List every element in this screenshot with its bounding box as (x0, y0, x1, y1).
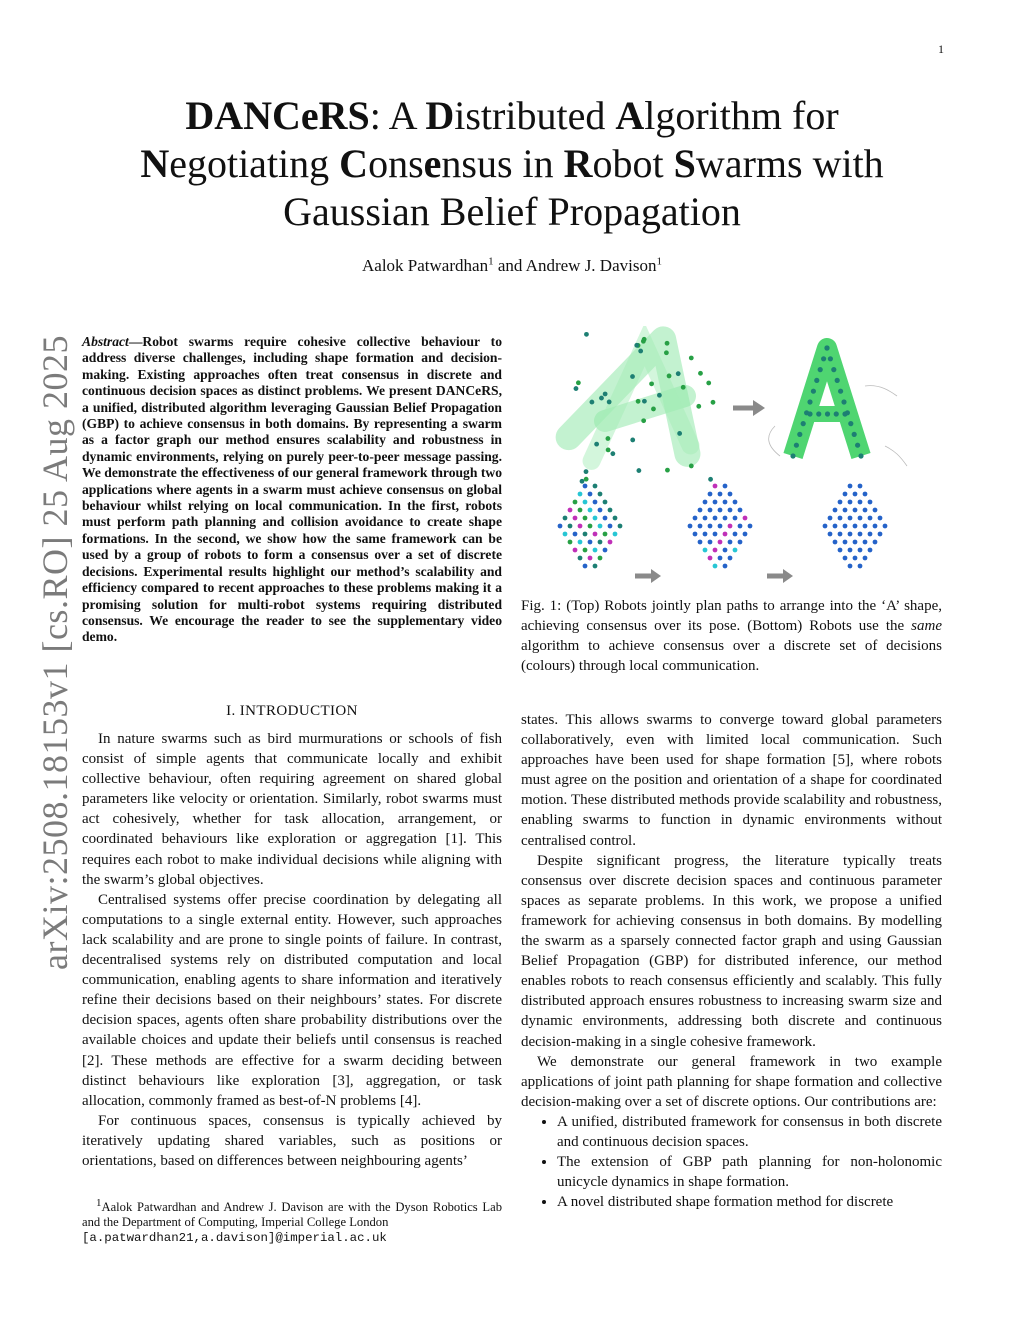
robot-dot (598, 524, 603, 529)
robot-dot (584, 477, 589, 482)
robot-dot (689, 464, 694, 469)
robot-dot (593, 564, 598, 569)
robot-dot (743, 516, 748, 521)
robot-dot (821, 356, 826, 361)
robot-dot (665, 341, 670, 346)
robot-dot (698, 508, 703, 513)
robot-dot (853, 540, 858, 545)
arrow-icon (767, 569, 793, 583)
robot-dot (833, 508, 838, 513)
robot-dot (718, 492, 723, 497)
robot-dot (651, 407, 656, 412)
robot-dot (868, 548, 873, 553)
robot-dot (743, 532, 748, 537)
abstract-text: —Robot swarms require cohesive collective behaviour to address diverse challenges, including shape formation and decision-making. Existing approaches often treat consensus in discrete and continuous decision spaces as distinct problems. We present DANCeRS, a unified, distributed algorithm leveraging Gaussian Belief Propagation (GBP) to achieve consensus in both domains. By representing a swarm as a factor graph our method ensures scalability and robustness in dynamic environments, relying on purely peer-to-peer message passing. We demonstrate the effectiveness of our general framework through two applications where agents in a swarm must achieve consensus on global behaviour whilst relying on local communication. In the first, robots must perform path planning and collision avoidance to create shape formations. In the second, we show how the same framework can be used by a group of robots to form a consensus over a set of discrete decisions. Experimental results highlight our method’s scalability and efficiency compared to recent approaches to these problems making it a promising solution for multi-robot systems requiring distributed consensus. We encourage the reader to see the supplementary video demo. (82, 334, 502, 645)
robot-dot (838, 516, 843, 521)
paragraph: Centralised systems offer precise coordination by delegating all computations to a single external entity. However, such approaches lack scalability and are prone to single points of failure. In contrast, decentralised systems rely on distributed computation and local communication, enabling agents to share information and iteratively refine their decisions based on their neighbours’ states. For discrete decision spaces, agents often share probability distributions over the available choices and update their beliefs until consensus is reached [2]. These methods are effective for a swarm deciding between distinct behaviours like exploration [3], aggregation, or task allocation, commonly framed as best-of-N problems [4]. (82, 891, 502, 1109)
robot-dot (703, 532, 708, 537)
robot-dot (828, 516, 833, 521)
abstract-label: Abstract (82, 334, 129, 349)
robot-dot (698, 540, 703, 545)
arxiv-identifier: arXiv:2508.18153v1 [cs.RO] 25 Aug 2025 (35, 335, 75, 970)
robot-dot (863, 524, 868, 529)
robot-dot (578, 540, 583, 545)
robot-dot (703, 548, 708, 553)
robot-dot (578, 524, 583, 529)
robot-dot (858, 500, 863, 505)
arrow-icon (635, 569, 661, 583)
robot-dot (728, 508, 733, 513)
robot-dot (738, 524, 743, 529)
robot-dot (603, 548, 608, 553)
robot-dot (642, 399, 647, 404)
robot-dot (618, 524, 623, 529)
robot-dot (593, 500, 598, 505)
robot-dot (873, 508, 878, 513)
robot-dot (630, 374, 635, 379)
robot-dot (610, 451, 615, 456)
paragraph: We demonstrate our general framework in two example applications of joint path planning for shape formation and collective decision-making over a set of discrete options. Our contributions are: (521, 1053, 942, 1110)
robot-dot (825, 411, 830, 416)
figure-1 (535, 326, 945, 586)
robot-dot (574, 386, 579, 391)
robot-dot (733, 532, 738, 537)
abstract (82, 334, 502, 646)
robot-dot (718, 508, 723, 513)
robot-dot (608, 540, 613, 545)
robot-dot (708, 492, 713, 497)
figure-a-shape-final (769, 348, 907, 466)
robot-dot (706, 381, 711, 386)
robot-dot (848, 564, 853, 569)
paragraph: states. This allows swarms to converge toward global parameters collaboratively, even with limited local communication. Such approaches have been used for shape formation [5], where robots must agree on the position and orientation of a shape for coordinated motion. These distributed methods provide scalability and robustness, enabling swarms to function in dynamic environments without centralised control. (521, 712, 942, 849)
footnote: $^1$Aalok Patwardhan and Andrew J. Davison are with the Dyson Robotics Lab and the Department of Computing, Imperial College London [a.patwardhan21,a.davison]@imperial.ac.uk (82, 1196, 502, 1245)
arrow-icon (733, 400, 765, 416)
robot-dot (873, 524, 878, 529)
robot-dot (833, 540, 838, 545)
robot-dot (831, 367, 836, 372)
robot-dot (583, 500, 588, 505)
robot-dot (641, 418, 646, 423)
robot-dot (573, 516, 578, 521)
robot-dot (708, 477, 713, 482)
robot-dot (883, 524, 888, 529)
robot-dot (598, 492, 603, 497)
robot-dot (718, 524, 723, 529)
list-item: • A novel distributed shape formation method for discrete (557, 1192, 942, 1212)
robot-dot (713, 516, 718, 521)
robot-dot (824, 345, 829, 350)
robot-dot (578, 556, 583, 561)
robot-dot (790, 453, 795, 458)
robot-dot (698, 371, 703, 376)
robot-dot (843, 524, 848, 529)
robot-dot (598, 540, 603, 545)
robot-dot (733, 548, 738, 553)
robot-dot (868, 516, 873, 521)
figure-a-shape-initial (569, 328, 703, 461)
robot-dot (708, 524, 713, 529)
robot-dot (838, 389, 843, 394)
robot-dot (858, 516, 863, 521)
robot-dot (848, 421, 853, 426)
figure-hex-swarm-initial (558, 484, 623, 569)
robot-dot (703, 500, 708, 505)
robot-dot (708, 508, 713, 513)
robot-dot (738, 508, 743, 513)
robot-dot (603, 532, 608, 537)
robot-dot (603, 500, 608, 505)
robot-dot (858, 484, 863, 489)
robot-dot (584, 332, 589, 337)
robot-dot (858, 532, 863, 537)
robot-dot (607, 400, 612, 405)
robot-dot (573, 500, 578, 505)
robot-dot (843, 556, 848, 561)
robot-dot (649, 381, 654, 386)
robot-dot (588, 524, 593, 529)
robot-dot (848, 500, 853, 505)
robot-dot (688, 524, 693, 529)
robot-dot (603, 516, 608, 521)
robot-dot (863, 508, 868, 513)
robot-dot (723, 564, 728, 569)
robot-dot (681, 385, 686, 390)
robot-dot (583, 484, 588, 489)
robot-dot (748, 524, 753, 529)
robot-dot (863, 540, 868, 545)
robot-dot (838, 532, 843, 537)
robot-dot (801, 421, 806, 426)
robot-dot (677, 431, 682, 436)
robot-dot (598, 556, 603, 561)
robot-dot (843, 508, 848, 513)
robot-dot (711, 400, 716, 405)
robot-dot (853, 556, 858, 561)
robot-dot (838, 548, 843, 553)
paragraph: For continuous spaces, consensus is typically achieved by iteratively updating shared variables, such as positions or orientations, based on differences between neighbouring agents’ (82, 1112, 502, 1169)
robot-dot (873, 540, 878, 545)
author-list: Aalok Patwardhan$^1$ and Andrew J. Davison$^1$ (362, 255, 662, 275)
robot-dot (590, 400, 595, 405)
robot-dot (641, 339, 646, 344)
robot-dot (608, 508, 613, 513)
robot-dot (689, 356, 694, 361)
robot-dot (708, 556, 713, 561)
robot-dot (868, 500, 873, 505)
robot-dot (568, 540, 573, 545)
robot-dot (593, 548, 598, 553)
robot-dot (833, 524, 838, 529)
robot-dot (608, 524, 613, 529)
robot-dot (578, 492, 583, 497)
paragraph: Despite significant progress, the literature typically treats consensus over discrete decision spaces and continuous parameter spaces as separate problems. In this work, we propose a unified framework for achieving consensus in both domains. By modelling the swarm as a sparsely connected factor graph and using Gaussian Belief Propagation (GBP) for distributed inference, our method enables robots to reach consensus efficiently and scalably. This fully distributed approach ensures robustness to increasing swarm size and dynamic environments, addressing both discrete and continuous decision-making in a single cohesive framework. (521, 852, 942, 1050)
robot-dot (588, 540, 593, 545)
robot-dot (676, 371, 681, 376)
robot-dot (558, 524, 563, 529)
robot-dot (713, 484, 718, 489)
robot-dot (613, 516, 618, 521)
robot-dot (828, 356, 833, 361)
robot-dot (606, 436, 611, 441)
robot-dot (583, 548, 588, 553)
list-item: • A unified, distributed framework for consensus in both discrete and continuous decision spaces. (557, 1112, 942, 1152)
robot-dot (794, 443, 799, 448)
robot-dot (852, 432, 857, 437)
robot-dot (828, 532, 833, 537)
robot-dot (818, 367, 823, 372)
robot-dot (853, 524, 858, 529)
robot-dot (728, 540, 733, 545)
robot-dot (814, 378, 819, 383)
robot-dot (823, 524, 828, 529)
robot-dot (588, 508, 593, 513)
robot-dot (816, 411, 821, 416)
robot-dot (593, 484, 598, 489)
figure-hex-swarm-final (823, 484, 888, 569)
robot-dot (848, 548, 853, 553)
list-item: • The extension of GBP path planning for non-holonomic unicycle dynamics in shape formation. (557, 1152, 942, 1192)
robot-dot (858, 548, 863, 553)
robot-dot (698, 524, 703, 529)
robot-dot (723, 516, 728, 521)
paper-title: DANCeRS: A Distributed Algorithm for Negotiating Consensus in Robot Swarms with Gaussian Belief Propagation (140, 93, 884, 234)
robot-dot (843, 492, 848, 497)
robot-dot (576, 380, 581, 385)
intro-left-column (82, 729, 502, 1171)
robot-dot (841, 399, 846, 404)
figure-hex-swarm-middle (688, 484, 753, 569)
robot-dot (811, 389, 816, 394)
robot-dot (738, 540, 743, 545)
robot-dot (718, 556, 723, 561)
robot-dot (797, 432, 802, 437)
robot-dot (693, 532, 698, 537)
robot-dot (664, 350, 669, 355)
contributions-list (521, 1112, 942, 1212)
robot-dot (858, 453, 863, 458)
robot-dot (728, 556, 733, 561)
section-heading: I. INTRODUCTION (226, 703, 358, 719)
robot-dot (853, 492, 858, 497)
robot-dot (843, 540, 848, 545)
robot-dot (583, 532, 588, 537)
robot-dot (638, 349, 643, 354)
robot-dot (593, 516, 598, 521)
robot-dot (603, 392, 608, 397)
robot-dot (693, 516, 698, 521)
robot-dot (563, 532, 568, 537)
robot-dot (718, 540, 723, 545)
robot-dot (593, 532, 598, 537)
robot-dot (667, 374, 672, 379)
robot-dot (842, 411, 847, 416)
robot-dot (878, 516, 883, 521)
robot-dot (723, 548, 728, 553)
robot-dot (848, 516, 853, 521)
robot-dot (636, 468, 641, 473)
footnote-email: [a.patwardhan21,a.davison]@imperial.ac.uk (82, 1230, 387, 1245)
robot-dot (728, 524, 733, 529)
robot-dot (657, 393, 662, 398)
robot-dot (606, 447, 611, 452)
page-number: 1 (938, 42, 944, 56)
robot-dot (858, 564, 863, 569)
robot-dot (568, 508, 573, 513)
robot-dot (723, 484, 728, 489)
robot-dot (863, 492, 868, 497)
robot-dot (713, 500, 718, 505)
robot-dot (588, 492, 593, 497)
robot-dot (599, 396, 604, 401)
robot-dot (863, 556, 868, 561)
paragraph: In nature swarms such as bird murmurations or schools of fish consist of simple agents that communicate locally and exhibit collective behaviour, often requiring agreement on shared global parameters like velocity or orientation. Similarly, robot swarms must act cohesively, whether for task allocation, arrangement, or coordinated behaviours like exploration or aggregation [1]. This requires each robot to make individual decisions while aligning with the swarm’s global objectives. (82, 731, 502, 888)
robot-dot (665, 468, 670, 473)
robot-dot (835, 378, 840, 383)
robot-dot (733, 500, 738, 505)
robot-dot (583, 564, 588, 569)
robot-dot (855, 443, 860, 448)
robot-dot (634, 343, 639, 348)
robot-dot (636, 399, 641, 404)
robot-dot (868, 532, 873, 537)
robot-dot (696, 404, 701, 409)
robot-dot (580, 479, 585, 484)
robot-dot (578, 508, 583, 513)
robot-dot (713, 564, 718, 569)
robot-dot (878, 532, 883, 537)
robot-dot (598, 508, 603, 513)
robot-dot (594, 442, 599, 447)
robot-dot (838, 500, 843, 505)
robot-dot (713, 548, 718, 553)
robot-dot (733, 516, 738, 521)
robot-dot (613, 532, 618, 537)
robot-dot (834, 411, 839, 416)
robot-dot (708, 540, 713, 545)
robot-dot (713, 532, 718, 537)
robot-dot (848, 532, 853, 537)
robot-dot (807, 399, 812, 404)
robot-dot (583, 516, 588, 521)
robot-dot (630, 438, 635, 443)
robot-dot (573, 548, 578, 553)
robot-dot (573, 532, 578, 537)
robot-dot (563, 516, 568, 521)
robot-dot (703, 516, 708, 521)
robot-dot (584, 469, 589, 474)
robot-dot (853, 508, 858, 513)
robot-dot (807, 411, 812, 416)
robot-dot (723, 532, 728, 537)
robot-dot (728, 492, 733, 497)
intro-right-column (521, 710, 942, 1212)
robot-dot (588, 556, 593, 561)
robot-dot (848, 484, 853, 489)
robot-dot (723, 500, 728, 505)
figure-caption: Fig. 1: (Top) Robots jointly plan paths to arrange into the ‘A’ shape, achieving consensus over its pose. (Bottom) Robots use the same algorithm to achieve consensus over a discrete set of decisions (colours) through local communication. (521, 598, 942, 674)
robot-dot (568, 524, 573, 529)
